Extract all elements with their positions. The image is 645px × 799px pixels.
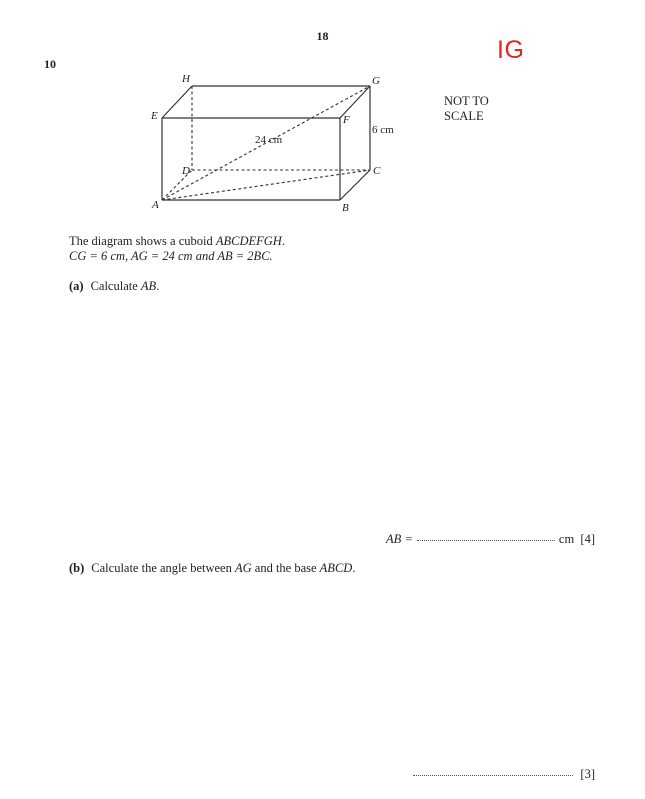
answer-a-prefix: AB = — [386, 532, 413, 546]
answer-a-marks: [4] — [580, 532, 595, 546]
intro-period: . — [281, 234, 285, 248]
vertex-label-e: E — [151, 110, 158, 122]
edge-eh — [162, 86, 192, 118]
vertex-label-h: H — [182, 73, 190, 85]
part-b-label: (b) — [69, 561, 85, 575]
page-number: 18 — [316, 29, 329, 43]
part-b-question — [69, 561, 355, 576]
part-a-question — [69, 279, 159, 294]
watermark-ig: IG — [497, 36, 525, 64]
answer-b-marks: [3] — [580, 767, 595, 781]
part-b-text-mid: and the base — [251, 561, 320, 575]
part-a-period: . — [156, 279, 160, 293]
part-a-variable: AB — [140, 279, 157, 293]
edge-bc — [340, 170, 370, 200]
answer-a-blank[interactable] — [417, 540, 555, 541]
vertex-label-b: B — [342, 202, 349, 214]
part-b-text: Calculate the angle between — [91, 561, 235, 575]
part-a-answer-line — [386, 532, 595, 547]
part-b-answer-line — [409, 767, 595, 782]
length-label-cg: 6 cm — [372, 124, 394, 136]
intro-line-2: CG = 6 cm, AG = 24 cm and AB = 2BC. — [69, 249, 273, 263]
part-b-variable-ag: AG — [234, 561, 252, 575]
part-a-label: (a) — [69, 279, 84, 293]
cuboid-diagram — [0, 0, 645, 220]
intro-text: The diagram shows a cuboid — [69, 234, 216, 248]
answer-b-blank[interactable] — [413, 775, 573, 776]
vertex-label-c: C — [373, 165, 381, 177]
not-to-scale-note — [444, 94, 489, 124]
intro-line-1 — [69, 234, 285, 249]
question-number: 10 — [44, 57, 56, 71]
vertex-label-g: G — [372, 75, 380, 87]
cuboid-name: ABCDEFGH — [215, 234, 282, 248]
vertex-label-f: F — [343, 114, 350, 126]
diagonal-ac — [162, 170, 370, 200]
note-line-2: SCALE — [444, 109, 484, 123]
part-a-text: Calculate — [90, 279, 141, 293]
note-line-1: NOT TO — [444, 94, 489, 108]
question-intro — [69, 234, 285, 264]
part-b-period: . — [352, 561, 356, 575]
part-b-variable-abcd: ABCD — [319, 561, 353, 575]
answer-a-unit: cm — [558, 532, 575, 546]
vertex-label-a: A — [152, 199, 159, 211]
length-label-ag: 24 cm — [255, 134, 283, 146]
vertex-label-d: D — [182, 165, 190, 177]
